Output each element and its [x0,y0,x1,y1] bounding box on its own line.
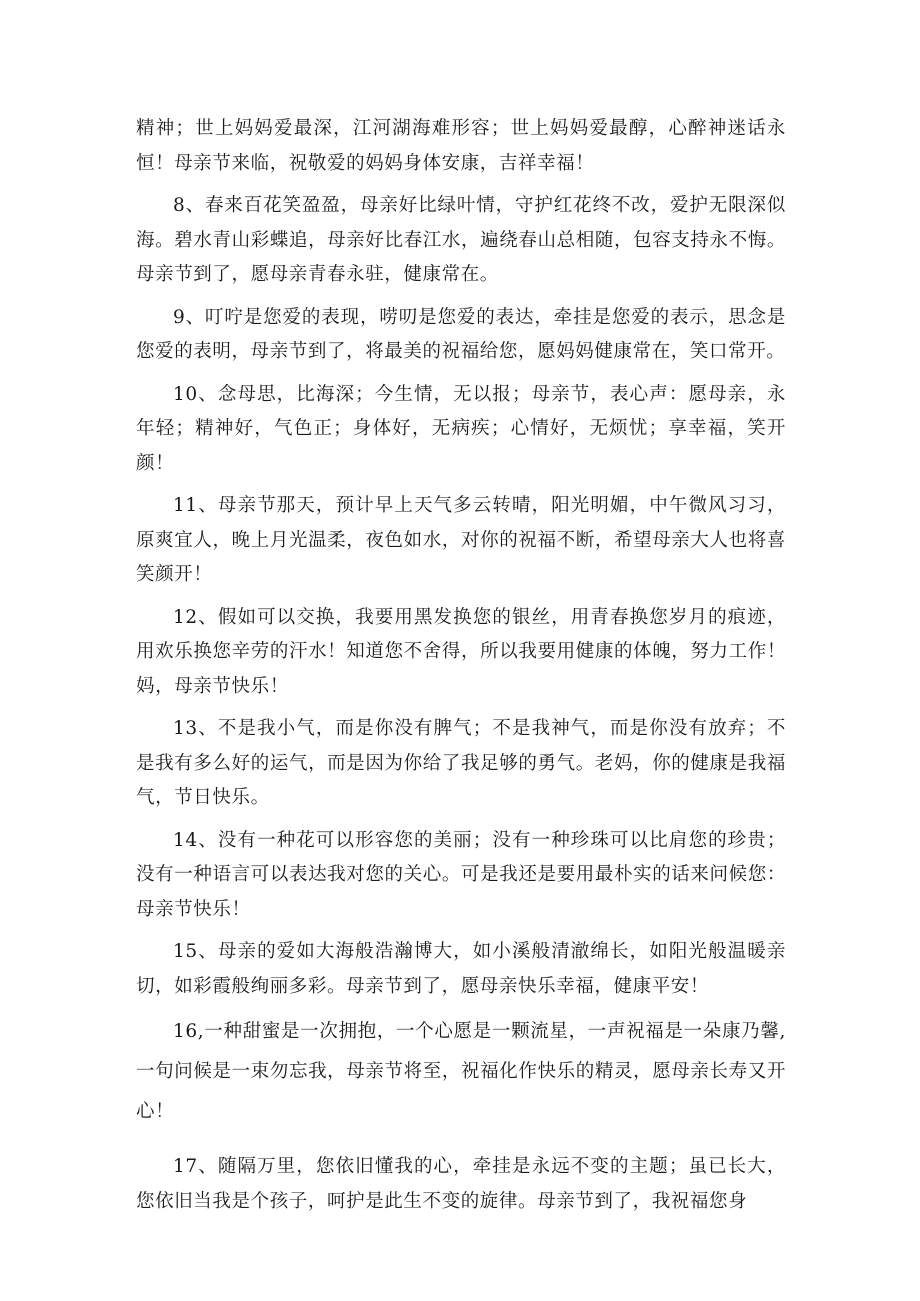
paragraph-10: 10、念母思，比海深；今生情，无以报；母亲节，表心声：愿母亲，永年轻；精神好，气色正；身体好，无病疾；心情好，无烦忧；享幸福，笑开颜！ [136,383,786,474]
paragraph-15: 15、母亲的爱如大海般浩瀚博大，如小溪般清澈绵长，如阳光般温暖亲切，如彩霞般绚丽多彩。母亲节到了，愿母亲快乐幸福，健康平安！ [136,941,786,997]
paragraph-17: 17、随隔万里，您依旧懂我的心，牵挂是永远不变的主题；虽已长大，您依旧当我是个孩子，呵护是此生不变的旋律。母亲节到了，我祝福您身 [136,1156,786,1212]
paragraph-12: 12、假如可以交换，我要用黑发换您的银丝，用青春换您岁月的痕迹，用欢乐换您辛劳的汗水！知道您不舍得，所以我要用健康的体魄，努力工作！妈，母亲节快乐！ [136,606,786,697]
paragraph-11: 11、母亲节那天，预计早上天气多云转晴，阳光明媚，中午微风习习，原爽宜人，晚上月光温柔，夜色如水，对你的祝福不断，希望母亲大人也将喜笑颜开！ [136,495,786,585]
document-body [136,112,786,1227]
paragraph-8: 8、春来百花笑盈盈，母亲好比绿叶情，守护红花终不改，爱护无限深似海。碧水青山彩蝶追，母亲好比春江水，遍绕春山总相随，包容支持永不悔。母亲节到了，愿母亲青春永驻，健康常在。 [136,195,786,285]
paragraph-9: 9、叮咛是您爱的表现，唠叨是您爱的表达，牵挂是您爱的表示，思念是您爱的表明，母亲节到了，将最美的祝福给您，愿妈妈健康常在，笑口常开。 [136,306,786,362]
paragraph-14: 14、没有一种花可以形容您的美丽；没有一种珍珠可以比肩您的珍贵；没有一种语言可以表达我对您的关心。可是我还是要用最朴实的话来问候您：母亲节快乐！ [136,829,786,920]
paragraph-continuation: 精神；世上妈妈爱最深，江河湖海难形容；世上妈妈爱最醇，心醉神迷话永恒！母亲节来临，祝敬爱的妈妈身体安康，吉祥幸福！ [136,118,786,174]
paragraph-16: 16,一种甜蜜是一次拥抱，一个心愿是一颗流星，一声祝福是一朵康乃馨,一句问候是一束勿忘我，母亲节将至，祝福化作快乐的精灵，愿母亲长寿又开心！ [136,1021,786,1122]
paragraph-13: 13、不是我小气，而是你没有脾气；不是我神气，而是你没有放弃；不是我有多么好的运气，而是因为你给了我足够的勇气。老妈，你的健康是我福气，节日快乐。 [136,718,786,808]
